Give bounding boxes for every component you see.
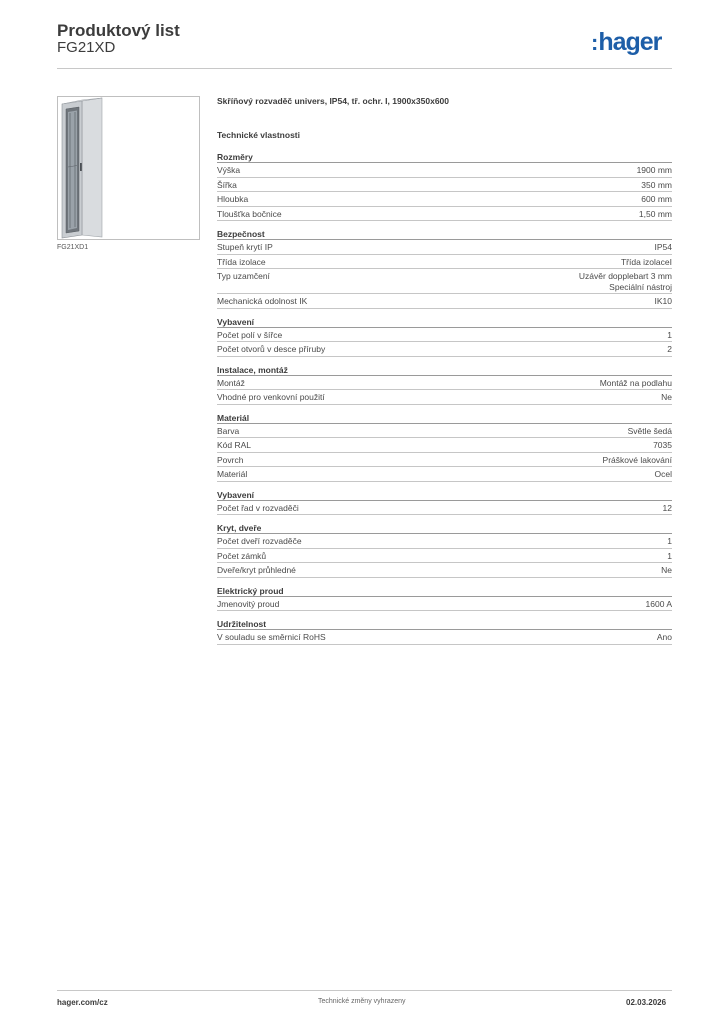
spec-value-group — [641, 194, 672, 206]
spec-value-group — [667, 344, 672, 356]
spec-value: 350 mm — [641, 179, 672, 190]
spec-section — [217, 411, 672, 482]
spec-value: Uzávěr dopplebart 3 mm — [578, 271, 672, 281]
spec-section — [217, 227, 672, 309]
spec-section — [217, 363, 672, 405]
spec-row — [217, 424, 672, 439]
spec-label: Počet otvorů v desce příruby — [217, 344, 326, 354]
cabinet-illustration — [58, 97, 199, 239]
spec-value-group — [667, 536, 672, 548]
spec-row — [217, 549, 672, 564]
spec-row — [217, 269, 672, 294]
spec-value: 1 — [667, 329, 672, 340]
spec-value: 1 — [667, 536, 672, 546]
spec-value: 12 — [662, 502, 672, 513]
spec-value: Práškové lakování — [602, 454, 672, 465]
spec-row — [217, 563, 672, 578]
footer-divider — [57, 990, 672, 991]
spec-row — [217, 178, 672, 193]
spec-row — [217, 255, 672, 270]
spec-label: Počet polí v šířce — [217, 329, 283, 340]
spec-value: Ne — [661, 392, 672, 402]
spec-label: Výška — [217, 165, 241, 175]
spec-row — [217, 453, 672, 468]
header-divider — [57, 68, 672, 69]
spec-label: Počet řad v rozvaděči — [217, 502, 299, 513]
spec-value-group — [653, 440, 672, 452]
spec-label: Dveře/kryt průhledné — [217, 565, 296, 575]
spec-label: Povrch — [217, 454, 244, 465]
spec-value: Ne — [661, 565, 672, 575]
spec-value-secondary: Speciální nástroj — [609, 282, 672, 292]
spec-value-group — [579, 271, 672, 293]
spec-row — [217, 390, 672, 405]
spec-label: Kód RAL — [217, 440, 252, 450]
footer-disclaimer: Technické změny vyhrazeny — [318, 998, 406, 1005]
product-code: FG21XD — [57, 39, 116, 56]
section-title: Kryt, dveře — [217, 521, 672, 534]
spec-value-group — [655, 296, 673, 308]
section-title: Udržitelnost — [217, 617, 672, 630]
spec-label: Počet zámků — [217, 550, 267, 561]
spec-label: Montáž — [217, 377, 245, 388]
tech-properties-title: Technické vlastnosti — [217, 130, 300, 140]
spec-label: Tloušťka bočnice — [217, 208, 282, 219]
spec-value-group — [667, 551, 672, 563]
spec-label: Hloubka — [217, 194, 249, 204]
spec-section — [217, 150, 672, 221]
spec-label: Stupeň krytí IP — [217, 242, 273, 252]
spec-row — [217, 534, 672, 549]
spec-value-group — [628, 426, 672, 438]
spec-row — [217, 501, 672, 516]
spec-row — [217, 163, 672, 178]
spec-row — [217, 597, 672, 612]
spec-value-group — [621, 257, 672, 269]
spec-value: Světle šedá — [627, 425, 672, 436]
section-title: Elektrický proud — [217, 584, 672, 597]
spec-label: Barva — [217, 425, 240, 436]
hager-logo: :hager — [591, 28, 662, 56]
section-title: Rozměry — [217, 150, 672, 163]
spec-value: 1900 mm — [636, 165, 672, 175]
spec-row — [217, 207, 672, 222]
product-image — [57, 96, 200, 240]
section-title: Vybavení — [217, 315, 672, 328]
spec-value: Ano — [656, 632, 672, 642]
spec-value-group — [663, 503, 672, 515]
spec-row — [217, 438, 672, 453]
spec-value-group — [639, 209, 672, 221]
spec-value: Ocel — [654, 469, 672, 479]
spec-value: IK10 — [654, 296, 672, 306]
spec-row — [217, 467, 672, 482]
spec-value: 7035 — [653, 440, 672, 450]
section-title: Bezpečnost — [217, 227, 672, 240]
spec-row — [217, 342, 672, 357]
spec-row — [217, 630, 672, 645]
spec-section — [217, 488, 672, 516]
spec-value-group — [646, 599, 672, 611]
spec-section — [217, 521, 672, 578]
spec-value: 1,50 mm — [638, 208, 672, 219]
spec-section — [217, 584, 672, 612]
product-description: Skříňový rozvaděč univers, IP54, tř. ochr. I, 1900x350x600 — [217, 96, 449, 106]
footer-website: hager.com/cz — [57, 998, 108, 1007]
spec-value-group — [603, 455, 672, 467]
logo-text: hager — [598, 28, 662, 56]
spec-section — [217, 315, 672, 357]
spec-value-group — [641, 180, 672, 192]
spec-value: IP54 — [654, 242, 672, 252]
spec-value: Montáž na podlahu — [599, 377, 672, 388]
image-caption: FG21XD1 — [57, 244, 89, 251]
section-title: Instalace, montáž — [217, 363, 672, 376]
spec-label: Materiál — [217, 469, 248, 479]
spec-value-group — [661, 392, 672, 404]
spec-value-group — [655, 242, 673, 254]
spec-value: 1 — [667, 550, 672, 561]
spec-label: Třída izolace — [217, 256, 266, 267]
spec-value-group — [657, 632, 672, 644]
section-title: Materiál — [217, 411, 672, 424]
spec-label: Jmenovitý proud — [217, 598, 280, 609]
spec-value: 1600 A — [645, 598, 672, 609]
spec-value-group — [655, 469, 672, 481]
spec-row — [217, 328, 672, 343]
page-title: Produktový list — [57, 21, 180, 40]
spec-value-group — [637, 165, 672, 177]
section-title: Vybavení — [217, 488, 672, 501]
spec-section — [217, 617, 672, 645]
spec-label: Šířka — [217, 179, 237, 190]
spec-row — [217, 240, 672, 255]
spec-label: Vhodné pro venkovní použití — [217, 392, 325, 402]
spec-value: 600 mm — [641, 194, 672, 204]
spec-content — [217, 96, 672, 645]
spec-value-group — [667, 330, 672, 342]
spec-label: V souladu se směrnicí RoHS — [217, 632, 326, 642]
spec-row — [217, 376, 672, 391]
spec-label: Mechanická odolnost IK — [217, 296, 308, 306]
spec-value-group — [661, 565, 672, 577]
spec-value: Třída izolaceI — [620, 256, 672, 267]
spec-value: 2 — [667, 344, 672, 354]
spec-value-group — [600, 378, 672, 390]
spec-sections — [217, 150, 672, 645]
spec-row — [217, 294, 672, 309]
footer-date: 02.03.2026 — [626, 998, 667, 1007]
spec-row — [217, 192, 672, 207]
spec-label: Počet dveří rozvaděče — [217, 536, 302, 546]
spec-label: Typ uzamčení — [217, 271, 270, 281]
